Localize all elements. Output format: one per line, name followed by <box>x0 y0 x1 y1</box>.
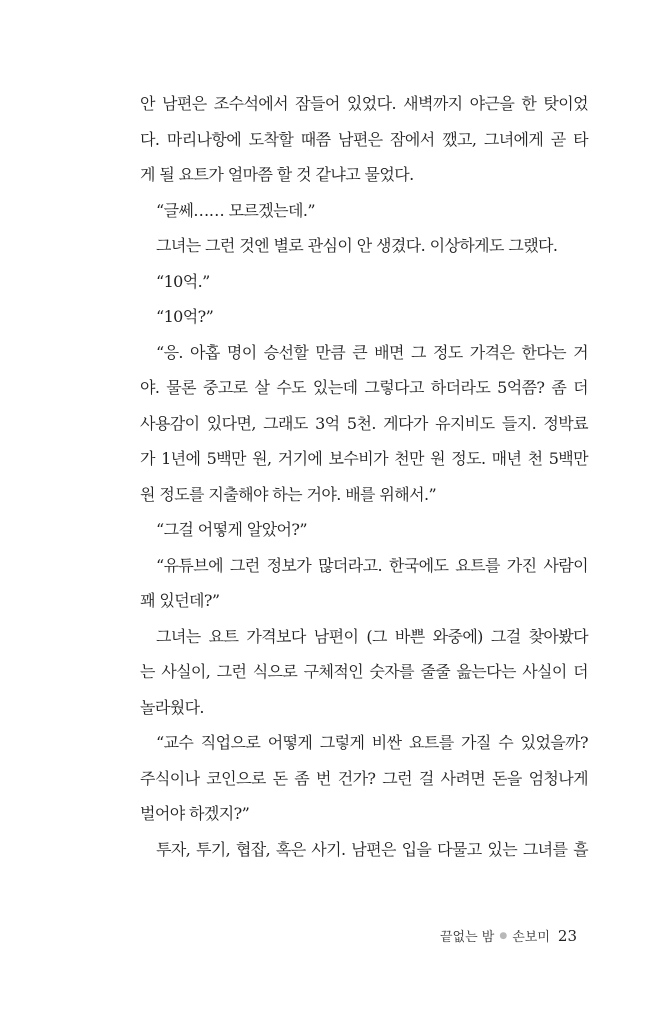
text-line: 그녀는 요트 가격보다 남편이 (그 바쁜 와중에) 그걸 찾아봤다 <box>156 626 588 646</box>
text-line: 게 될 요트가 얼마쯤 할 것 같냐고 물었다. <box>140 165 414 184</box>
text-line: “유튜브에 그런 정보가 많더라고. 한국에도 요트를 가진 사람이 <box>156 555 588 575</box>
text-line: “글쎄…… 모르겠는데.” <box>156 200 315 220</box>
text-line: 원 정도를 지출해야 하는 거야. 배를 위해서.” <box>140 484 437 504</box>
text-line: 사용감이 있다면, 그래도 3억 5천. 게다가 유지비도 들지. 정박료 <box>140 413 588 433</box>
text-line: 놀라웠다. <box>140 697 204 717</box>
author-name: 손보미 <box>512 930 550 945</box>
text-line: 가 1년에 5백만 원, 거기에 보수비가 천만 원 정도. 매년 천 5백만 <box>140 449 588 468</box>
text-line: 그녀는 그런 것엔 별로 관심이 안 생겼다. 이상하게도 그랬다. <box>156 236 558 255</box>
text-line: “10억?” <box>156 307 214 326</box>
text-line: 는 사실이, 그런 식으로 구체적인 숫자를 줄줄 읊는다는 사실이 더 <box>140 662 588 681</box>
text-line: “교수 직업으로 어떻게 그렇게 비싼 요트를 가질 수 있었을까? <box>156 733 588 752</box>
body-text <box>140 86 588 867</box>
text-line: 투자, 투기, 협잡, 혹은 사기. 남편은 입을 다물고 있는 그녀를 흘 <box>156 839 588 859</box>
text-line: 야. 물론 중고로 살 수도 있는데 그렇다고 하더라도 5억쯤? 좀 더 <box>140 378 588 397</box>
running-footer <box>440 926 577 945</box>
page-number: 23 <box>557 926 577 945</box>
text-line: 꽤 있던데?” <box>140 591 220 610</box>
text-line: 안 남편은 조수석에서 잠들어 있었다. 새벽까지 야근을 한 탓이었 <box>140 94 588 113</box>
book-title: 끝없는 밤 <box>439 930 495 945</box>
text-line: “응. 아홉 명이 승선할 만큼 큰 배면 그 정도 가격은 한다는 거 <box>156 342 588 362</box>
text-line: “10억.” <box>156 271 210 291</box>
text-line: 다. 마리나항에 도착할 때쯤 남편은 잠에서 깼고, 그녀에게 곧 타 <box>140 129 588 149</box>
separator-dot-icon: ● <box>499 930 508 941</box>
text-line: “그걸 어떻게 알았어?” <box>156 520 307 539</box>
text-line: 주식이나 코인으로 돈 좀 번 건가? 그런 걸 사려면 돈을 엄청나게 <box>140 768 588 788</box>
text-line: 벌어야 하겠지?” <box>140 804 250 823</box>
